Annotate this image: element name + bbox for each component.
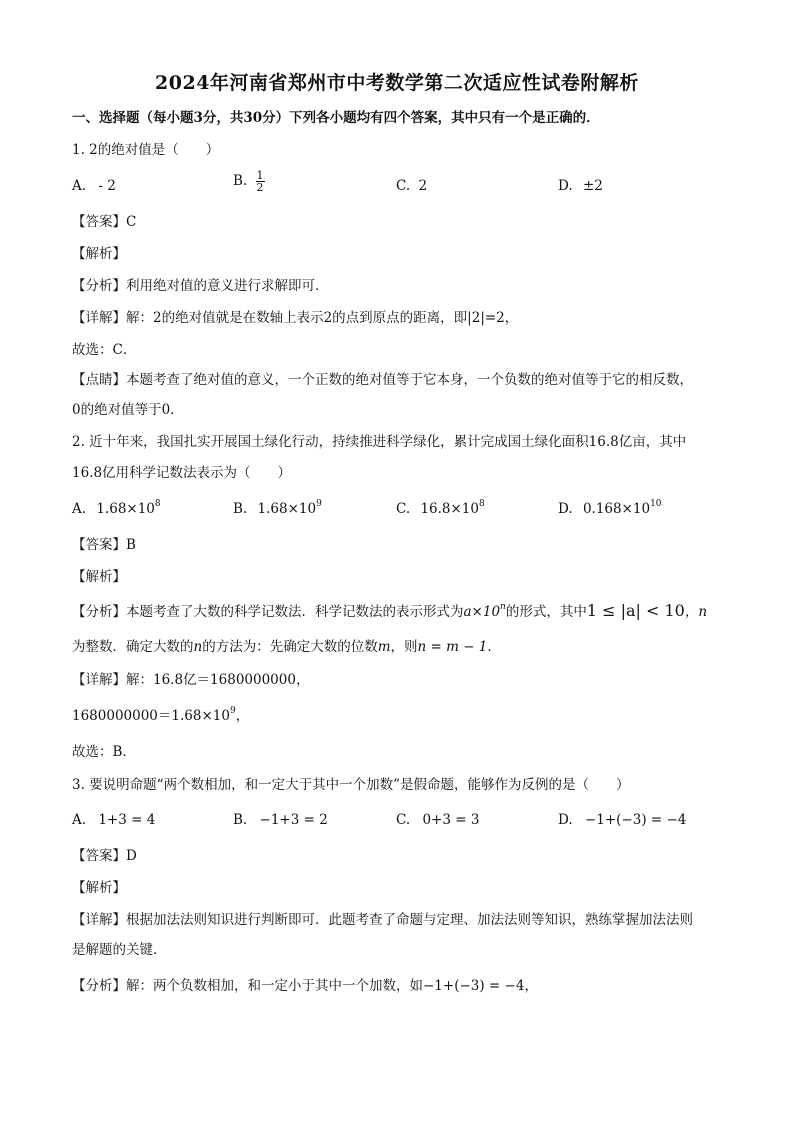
exponent: 9 — [229, 706, 236, 716]
q3-option-a — [72, 810, 155, 830]
option-label: B. — [233, 173, 248, 189]
q2-option-a — [72, 499, 161, 519]
option-label: C. — [396, 812, 411, 828]
option-value: ±2 — [582, 178, 603, 194]
q1-option-c — [396, 176, 427, 196]
analysis-text: ，n — [684, 604, 708, 620]
analysis-text: 的形式，其中 — [505, 604, 587, 620]
analysis-text: ． — [487, 639, 501, 655]
option-value: 1.68×10 — [96, 501, 155, 517]
option-label: D. — [558, 812, 573, 828]
equation: n = m − 1 — [417, 639, 488, 655]
analysis-text: ，则 — [390, 639, 418, 655]
q2-option-b — [233, 499, 322, 519]
option-label: A. — [72, 501, 87, 517]
option-value: −1+3 = 2 — [259, 812, 328, 828]
q2-option-c — [396, 499, 485, 519]
question-2-stem-1: 2. 近十年来，我国扎实开展国土绿化行动，持续推进科学绿化，累计完成国土绿化面积16.8亿亩，其中 — [72, 434, 687, 450]
exponent: 10 — [650, 499, 662, 509]
q1-jiexi: 【解析】 — [72, 246, 126, 262]
q1-option-d — [558, 176, 603, 196]
q2-calculation — [72, 706, 249, 726]
q1-answer: 【答案】C — [72, 214, 137, 230]
q3-option-d — [558, 810, 686, 830]
exponent: 9 — [316, 499, 322, 509]
exponent: 8 — [154, 499, 161, 509]
section-heading: 一、选择题（每小题3分，共30分）下列各小题均有四个答案，其中只有一个是正确的． — [72, 110, 600, 126]
q3-detail-2: 是解题的关键． — [72, 942, 167, 958]
variable-n: n — [193, 639, 203, 655]
fraction — [256, 170, 265, 193]
option-value: - 2 — [98, 178, 116, 194]
fraction-numerator: 1 — [256, 169, 264, 182]
q2-analysis-2 — [72, 637, 501, 657]
sci-notation-form: a×10 — [463, 604, 501, 620]
calculation-text: 1680000000＝1.68×10 — [72, 708, 230, 724]
option-value: −1+(−3) = −4 — [584, 812, 687, 828]
option-value: 16.8×10 — [420, 501, 479, 517]
option-label: B. — [233, 812, 248, 828]
question-2-stem-2: 16.8亿用科学记数法表示为（ ） — [72, 465, 292, 481]
calculation-end: ， — [235, 708, 250, 724]
q1-comment-2: 0的绝对值等于0． — [72, 402, 184, 418]
option-value: 0.168×10 — [582, 501, 651, 517]
option-label: D. — [558, 501, 573, 517]
option-value: 0+3 = 3 — [422, 812, 480, 828]
q2-option-d — [558, 499, 662, 519]
analysis-text: 【分析】本题考查了大数的科学记数法．科学记数法的表示形式为 — [72, 604, 464, 620]
analysis-text: 为整数．确定大数的 — [72, 639, 194, 655]
q3-option-b — [233, 810, 328, 830]
q3-detail-1: 【详解】根据加法法则知识进行判断即可．此题考查了命题与定理、加法法则等知识，熟练掌握加法法则 — [72, 912, 693, 928]
option-label: D. — [558, 178, 573, 194]
fraction-denominator: 2 — [256, 181, 264, 194]
q2-answer: 【答案】B — [72, 537, 136, 553]
option-label: C. — [396, 501, 411, 517]
q1-detail: 【详解】解：2的绝对值就是在数轴上表示2的点到原点的距离，即|2|=2， — [72, 310, 519, 326]
q3-jiexi: 【解析】 — [72, 880, 126, 896]
option-value: 1.68×10 — [257, 501, 317, 517]
option-label: A. — [72, 178, 87, 194]
q3-answer: 【答案】D — [72, 848, 137, 864]
q2-choose: 故选：B． — [72, 744, 136, 760]
analysis-text: 的方法为：先确定大数的位数 — [202, 639, 378, 655]
option-label: C. — [396, 178, 411, 194]
option-label: B. — [233, 501, 248, 517]
q3-analysis: 【分析】解：两个负数相加，和一定小于其中一个加数，如−1+(−3) = −4， — [72, 978, 538, 994]
question-3-stem: 3. 要说明命题“两个数相加，和一定大于其中一个加数”是假命题，能够作为反例的是（ ） — [72, 777, 630, 793]
option-value: 2 — [418, 178, 428, 194]
option-label: A. — [72, 812, 87, 828]
q1-option-a — [72, 176, 116, 196]
condition-formula: 1 ≤ |a| < 10 — [586, 601, 685, 620]
q1-comment-1: 【点睛】本题考查了绝对值的意义，一个正数的绝对值等于它本身，一个负数的绝对值等于它的相反数， — [72, 372, 693, 388]
exponent: n — [500, 602, 506, 612]
q2-analysis-1 — [72, 601, 707, 622]
q1-choose: 故选：C． — [72, 342, 137, 358]
option-value: 1+3 = 4 — [98, 812, 156, 828]
q3-option-c — [396, 810, 479, 830]
exponent: 8 — [479, 499, 485, 509]
q2-detail: 【详解】解：16.8亿＝1680000000， — [72, 672, 310, 688]
q2-jiexi: 【解析】 — [72, 569, 126, 585]
q1-analysis: 【分析】利用绝对值的意义进行求解即可． — [72, 278, 329, 294]
q1-option-b — [233, 170, 265, 193]
page-title: 2024年河南省郑州市中考数学第二次适应性试卷附解析 — [155, 72, 639, 94]
question-1-stem: 1. 2的绝对值是（ ） — [72, 142, 220, 158]
variable-m: m — [377, 639, 391, 655]
